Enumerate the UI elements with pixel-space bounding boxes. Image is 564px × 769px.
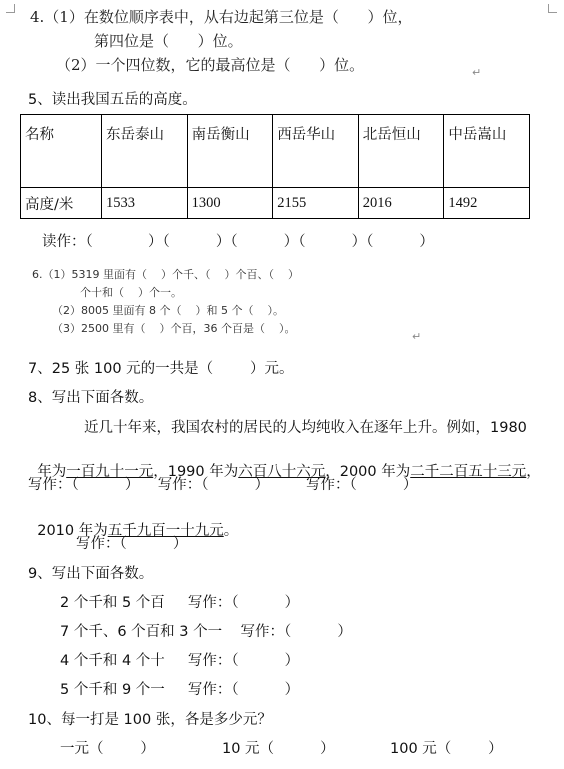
paragraph-mark: ↵ [412,330,422,343]
table-header-mountain: 北岳恒山 [358,115,444,188]
table-cell-height: 2155 [273,188,359,219]
q8-write-row: 写作：（ ） 写作：（ ） 写作：（ ） [28,477,418,493]
paragraph-mark: ↵ [472,66,482,79]
q8-text: 2010 年为 [37,523,108,539]
q8-text: 年为 [37,464,67,480]
q9-item: 2 个千和 5 个百 写作：（ ） [60,595,300,611]
q8-text: ， [526,464,541,480]
q8-paragraph-line1: 近几十年来，我国农村的居民的人均纯收入在逐年上升。例如，1980 [84,420,527,436]
q9-item: 5 个千和 9 个一 写作：（ ） [60,682,300,698]
q10-option: 一元（ ） [60,741,155,757]
table-header-mountain: 东岳泰山 [102,115,188,188]
q8-text: ，2000 年为 [325,464,411,480]
q4-line3: （2）一个四位数，它的最高位是（ ）位。 [56,56,365,74]
q9-item: 4 个千和 4 个十 写作：（ ） [60,653,300,669]
q10-option: 100 元（ ） [390,741,503,757]
amount-2010: 五千九百一十九元 [107,523,224,539]
q6-line1: 6.（1）5319 里面有（ ）个千、（ ）个百、（ ） [32,268,299,281]
q8-title: 8、写出下面各数。 [28,390,154,406]
amount-1980: 一百九十一元 [66,464,154,480]
table-cell-height: 1492 [444,188,530,219]
q10-title: 10、每一打是 100 张，各是多少元？ [28,712,272,728]
q7-text: 7、25 张 100 元的一共是（ ）元。 [28,361,294,377]
q8-text: ，1990 年为 [153,464,239,480]
q6-line2: 个十和（ ）个一。 [80,286,182,299]
table-header-name: 名称 [21,115,102,188]
crop-mark-top-left [6,4,15,13]
amount-2000: 二千二百五十三元 [410,464,527,480]
amount-1990: 六百八十六元 [238,464,326,480]
table-cell-height: 1300 [187,188,273,219]
q9-item: 7 个千、6 个百和 3 个一 写作：（ ） [60,624,352,640]
table-header-mountain: 西岳华山 [273,115,359,188]
mountain-height-table [20,114,530,219]
table-row-label: 高度/米 [21,188,102,219]
q8-write-2010: 写作：（ ） [76,536,188,552]
table-cell-height: 2016 [358,188,444,219]
table-header-mountain: 南岳衡山 [187,115,273,188]
q10-option: 10 元（ ） [222,741,335,757]
q4-line2: 第四位是（ ）位。 [94,32,243,50]
q9-title: 9、写出下面各数。 [28,566,154,582]
table-header-mountain: 中岳嵩山 [444,115,530,188]
q8-text: 。 [223,523,239,539]
crop-mark-top-right [548,4,557,13]
q4-line1: 4.（1）在数位顺序表中，从右边起第三位是（ ）位， [30,8,413,26]
q6-line4: （3）2500 里有（ ）个百，36 个百是（ ）。 [52,322,296,335]
q5-read-line: 读作：（ ）（ ）（ ）（ ）（ ） [42,234,434,250]
q6-line3: （2）8005 里面有 8 个（ ）和 5 个（ ）。 [52,304,284,317]
q5-title: 5、读出我国五岳的高度。 [28,92,197,108]
table-cell-height: 1533 [102,188,188,219]
